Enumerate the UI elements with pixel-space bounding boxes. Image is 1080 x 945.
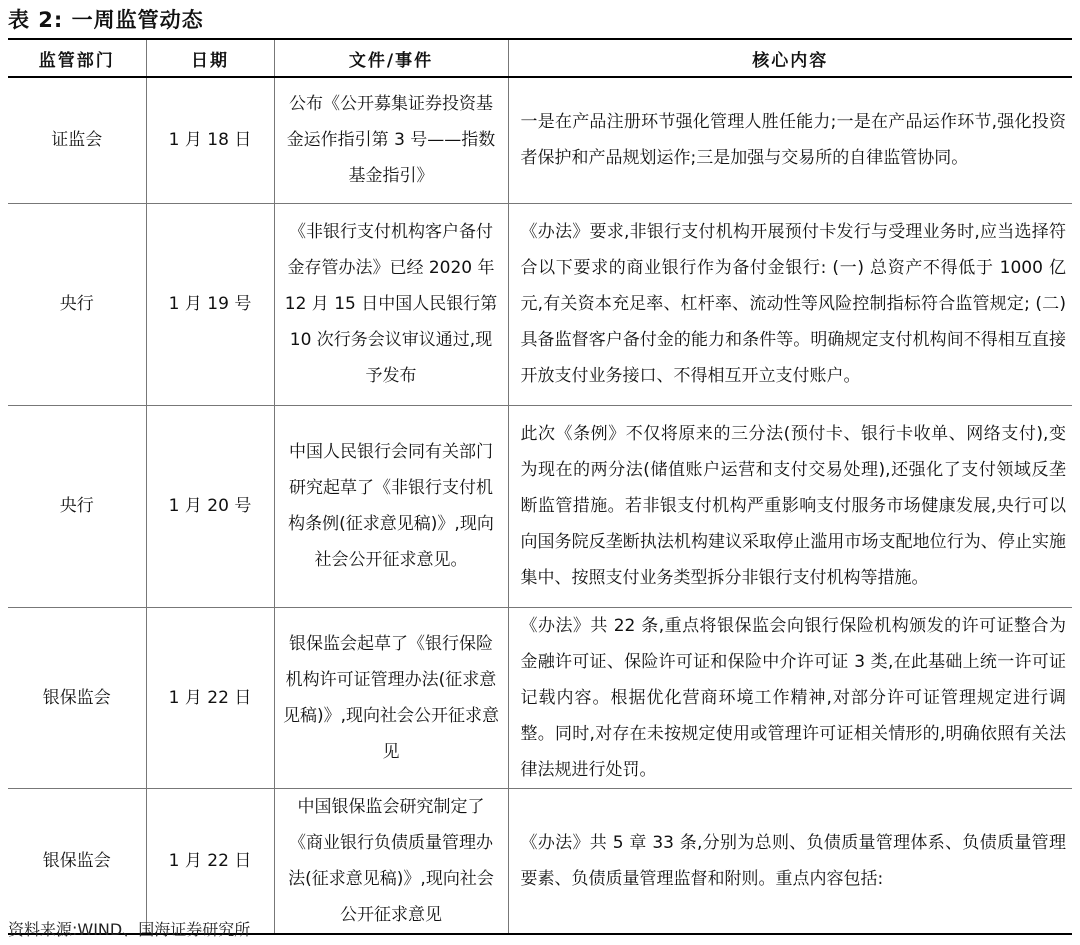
regulatory-dynamics-table	[8, 38, 1072, 935]
table-row	[8, 607, 1072, 788]
row-dept: 银保监会	[8, 607, 146, 788]
row-dept: 证监会	[8, 77, 146, 203]
table-row	[8, 203, 1072, 405]
row-content: 《办法》共 5 章 33 条,分别为总则、负债质量管理体系、负债质量管理要素、负债质量管理监督和附则。重点内容包括:	[508, 788, 1072, 934]
table-row	[8, 788, 1072, 934]
row-date: 1 月 22 日	[146, 788, 274, 934]
row-document: 中国人民银行会同有关部门研究起草了《非银行支付机构条例(征求意见稿)》,现向社会公开征求意见。	[274, 405, 508, 607]
table-title: 表 2: 一周监管动态	[8, 8, 204, 32]
row-content: 《办法》共 22 条,重点将银保监会向银行保险机构颁发的许可证整合为金融许可证、保险许可证和保险中介许可证 3 类,在此基础上统一许可证记载内容。根据优化营商环境工作精神,对部分许可证管理规定进行调整。同时,对存在未按规定使用或管理许可证相关情形的,明确依照有关法律法规进行处罚。	[508, 607, 1072, 788]
header-content: 核心内容	[508, 39, 1072, 77]
row-content: 一是在产品注册环节强化管理人胜任能力;一是在产品运作环节,强化投资者保护和产品规划运作;三是加强与交易所的自律监管协同。	[508, 77, 1072, 203]
table-row	[8, 405, 1072, 607]
row-dept: 银保监会	[8, 788, 146, 934]
row-date: 1 月 19 号	[146, 203, 274, 405]
row-document: 银保监会起草了《银行保险机构许可证管理办法(征求意见稿)》,现向社会公开征求意见	[274, 607, 508, 788]
row-document: 中国银保监会研究制定了《商业银行负债质量管理办法(征求意见稿)》,现向社会公开征求意见	[274, 788, 508, 934]
row-dept: 央行	[8, 203, 146, 405]
header-dept: 监管部门	[8, 39, 146, 77]
row-document: 《非银行支付机构客户备付金存管办法》已经 2020 年 12 月 15 日中国人民银行第 10 次行务会议审议通过,现予发布	[274, 203, 508, 405]
row-dept: 央行	[8, 405, 146, 607]
source-note: 资料来源:WIND、国海证券研究所	[8, 920, 251, 939]
header-document: 文件/事件	[274, 39, 508, 77]
row-content: 《办法》要求,非银行支付机构开展预付卡发行与受理业务时,应当选择符合以下要求的商业银行作为备付金银行: (一) 总资产不得低于 1000 亿元,有关资本充足率、杠杆率、流动性等风险控制指标符合监管规定; (二)具备监督客户备付金的能力和条件等。明确规定支付机构间不得相互直接开放支付业务接口、不得相互开立支付账户。	[508, 203, 1072, 405]
row-date: 1 月 20 号	[146, 405, 274, 607]
header-date: 日期	[146, 39, 274, 77]
table-header-row	[8, 39, 1072, 77]
row-content: 此次《条例》不仅将原来的三分法(预付卡、银行卡收单、网络支付),变为现在的两分法(储值账户运营和支付交易处理),还强化了支付领域反垄断监管措施。若非银支付机构严重影响支付服务市场健康发展,央行可以向国务院反垄断执法机构建议采取停止滥用市场支配地位行为、停止实施集中、按照支付业务类型拆分非银行支付机构等措施。	[508, 405, 1072, 607]
table-row	[8, 77, 1072, 203]
row-document: 公布《公开募集证券投资基金运作指引第 3 号——指数基金指引》	[274, 77, 508, 203]
row-date: 1 月 22 日	[146, 607, 274, 788]
row-date: 1 月 18 日	[146, 77, 274, 203]
